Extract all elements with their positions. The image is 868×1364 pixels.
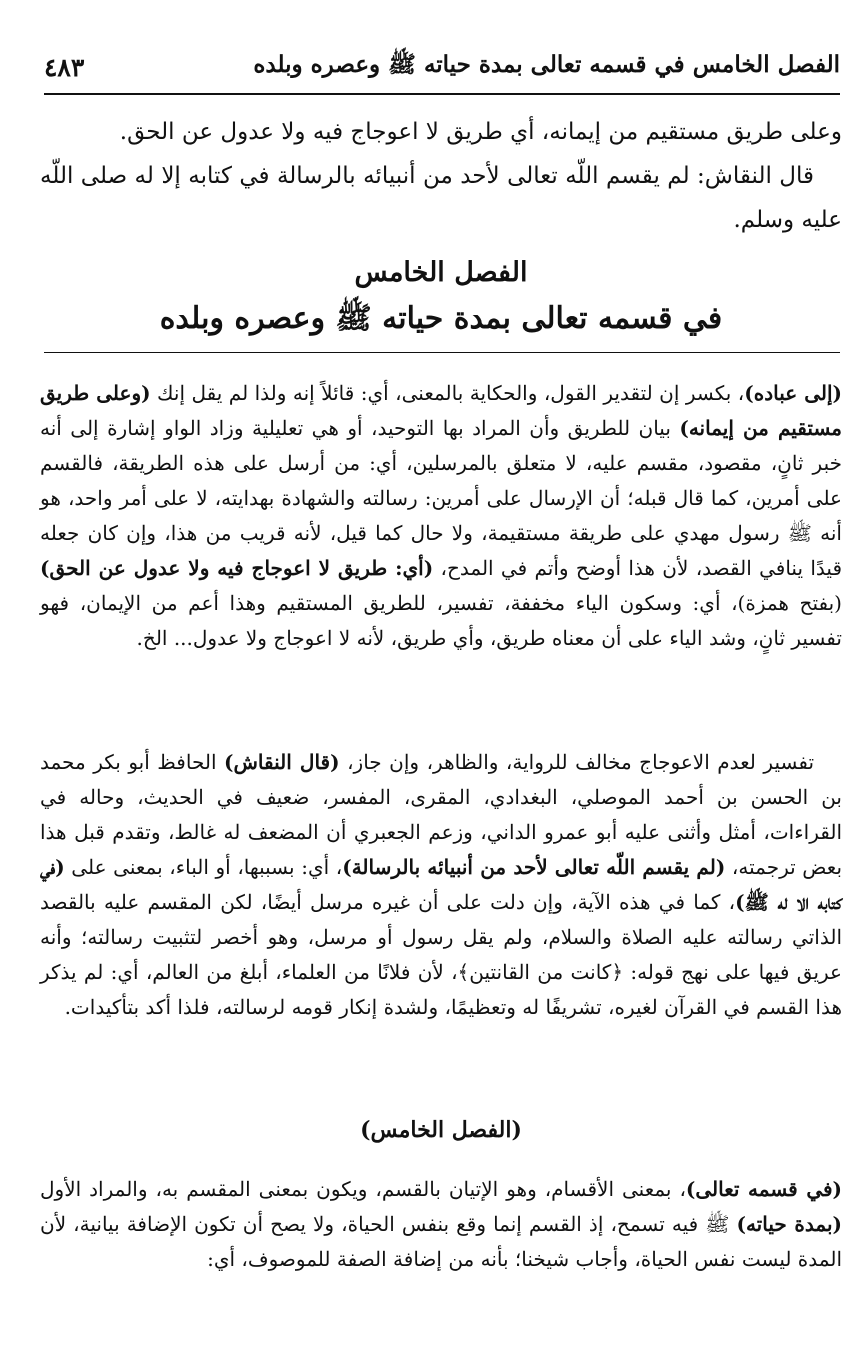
quoted-text: (قال النقاش) (224, 750, 340, 774)
chapter-title: الفصل الخامس (354, 257, 528, 288)
quoted-text: (أي: طريق لا اعوجاج فيه ولا عدول عن الحق) (40, 556, 434, 580)
page-number: ٤٨٣ (44, 52, 85, 82)
commentary-text: تفسير لعدم الاعوجاج مخالف للرواية، والظاهر، وإن جاز، (339, 750, 815, 774)
main-paragraph: وعلى طريق مستقيم من إيمانه، أي طريق لا اعوجاج فيه ولا عدول عن الحق. (119, 119, 842, 145)
page-header (44, 46, 840, 88)
commentary-text: ، بمعنى الأقسام، وهو الإتيان بالقسم، ويكون بمعنى المقسم به، والمراد الأول (40, 1177, 686, 1201)
commentary-text: (بفتح همزة)، أي: وسكون الياء مخففة، تفسير، للطريق المستقيم وهذا أعم من الإيمان، فهو تفسير ثانٍ، وشد الياء على أن معناه طريق، وأي طريق، لأنه لا اعوجاج ولا عدول... الخ. (40, 591, 842, 650)
commentary-block-1 (40, 376, 842, 656)
commentary-rule (44, 352, 840, 353)
commentary-paragraph (40, 376, 842, 656)
commentary-paragraph (40, 745, 842, 1025)
commentary-text: ﷺ فيه تسمح، إذ القسم إنما وقع بنفس الحياة، ولا يصح أن تكون الإضافة بيانية، لأن المدة ليست نفس الحياة، وأجاب شيخنا؛ بأنه من إضافة الصفة للموصوف، أي: (40, 1212, 842, 1271)
commentary-text: ، بكسر إن لتقدير القول، والحكاية بالمعنى، أي: قائلاً إنه ولذا لم يقل إنك (150, 381, 745, 405)
quoted-text: (في قسمه تعالى) (685, 1177, 843, 1201)
commentary-paragraph (40, 1172, 842, 1277)
quoted-text: (وعلى طريق مستقيم من إيمانه) (40, 381, 842, 440)
commentary-text: بيان للطريق وأن المراد بها التوحيد، أو هي تعليلية وزاد الواو إشارة إلى أنه خبر ثانٍ، مقصود، مقسم عليه، لا متعلق بالمرسلين، أي: من أرسل على هذه الطريقة، فالقسم على أمرين، كما قال قبله؛ أن الإرسال على أمرين: رسالته والشهادة بهدايته، لا على أمر واحد، هو أنه ﷺ رسول مهدي على طريقة مستقيمة، ولا حال كما قيل، لأنه قريب من هذا، وإن كان جعله قيدًا ينافي القصد، لأن هذا أوضح وأتم في المدح، (40, 416, 843, 580)
chapter-subtitle: في قسمه تعالى بمدة حياته ﷺ وعصره وبلده (159, 301, 723, 336)
quoted-text: (إلى عباده) (744, 381, 842, 405)
commentary-section-heading: (الفصل الخامس) (360, 1117, 522, 1143)
commentary-block-2 (40, 745, 842, 1025)
quoted-text: (لم يقسم اللّه تعالى لأحد من أنبيائه بالرسالة) (342, 855, 726, 879)
commentary-text: ، أي: بسببها، أو الباء، بمعنى على (64, 855, 343, 879)
main-paragraph: قال النقاش: لم يقسم اللّه تعالى لأحد من أنبيائه بالرسالة في كتابه إلا له صلى اللّه عليه وسلم. (40, 163, 842, 233)
commentary-text: ، كما في هذه الآية، وإن دلت على أن غيره مرسل أيضًا، لكن المقسم عليه بالقصد الذاتي رسالته عليه الصلاة والسلام، ولم يقل رسول أو مرسل، وهو أخصر لتثبيت رسالته؛ وأنه عريق فيها على نهج قوله: ﴿كانت من القانتين﴾، لأن فلانًا من العلماء، أبلغ من العالم، أي: لم يذكر هذا القسم في القرآن لغيره، تشريفًا له وتعظيمًا، ولشدة إنكار قومه لرسالته، فلذا أكد بتأكيدات. (40, 890, 842, 1019)
running-title: الفصل الخامس في قسمه تعالى بمدة حياته ﷺ وعصره وبلده (253, 51, 840, 78)
chapter-heading (40, 252, 842, 344)
quoted-text: (بمدة حياته) (736, 1212, 842, 1236)
header-rule (44, 93, 840, 95)
quoted-text: (في كتابه الا له ﷺ) (40, 855, 842, 914)
commentary-text: الحافظ أبو بكر محمد بن الحسن بن أحمد الموصلي، البغدادي، المقرى، المفسر، ضعيف في الحديث، وحاله في القراءات، أمثل وأثنى عليه أبو عمرو الداني، وزعم الجعبري أن المضعف له غالط، وتقدم قبل هذا بعض ترجمته، (40, 750, 843, 879)
commentary-block-3 (40, 1110, 842, 1277)
main-text (40, 110, 842, 242)
